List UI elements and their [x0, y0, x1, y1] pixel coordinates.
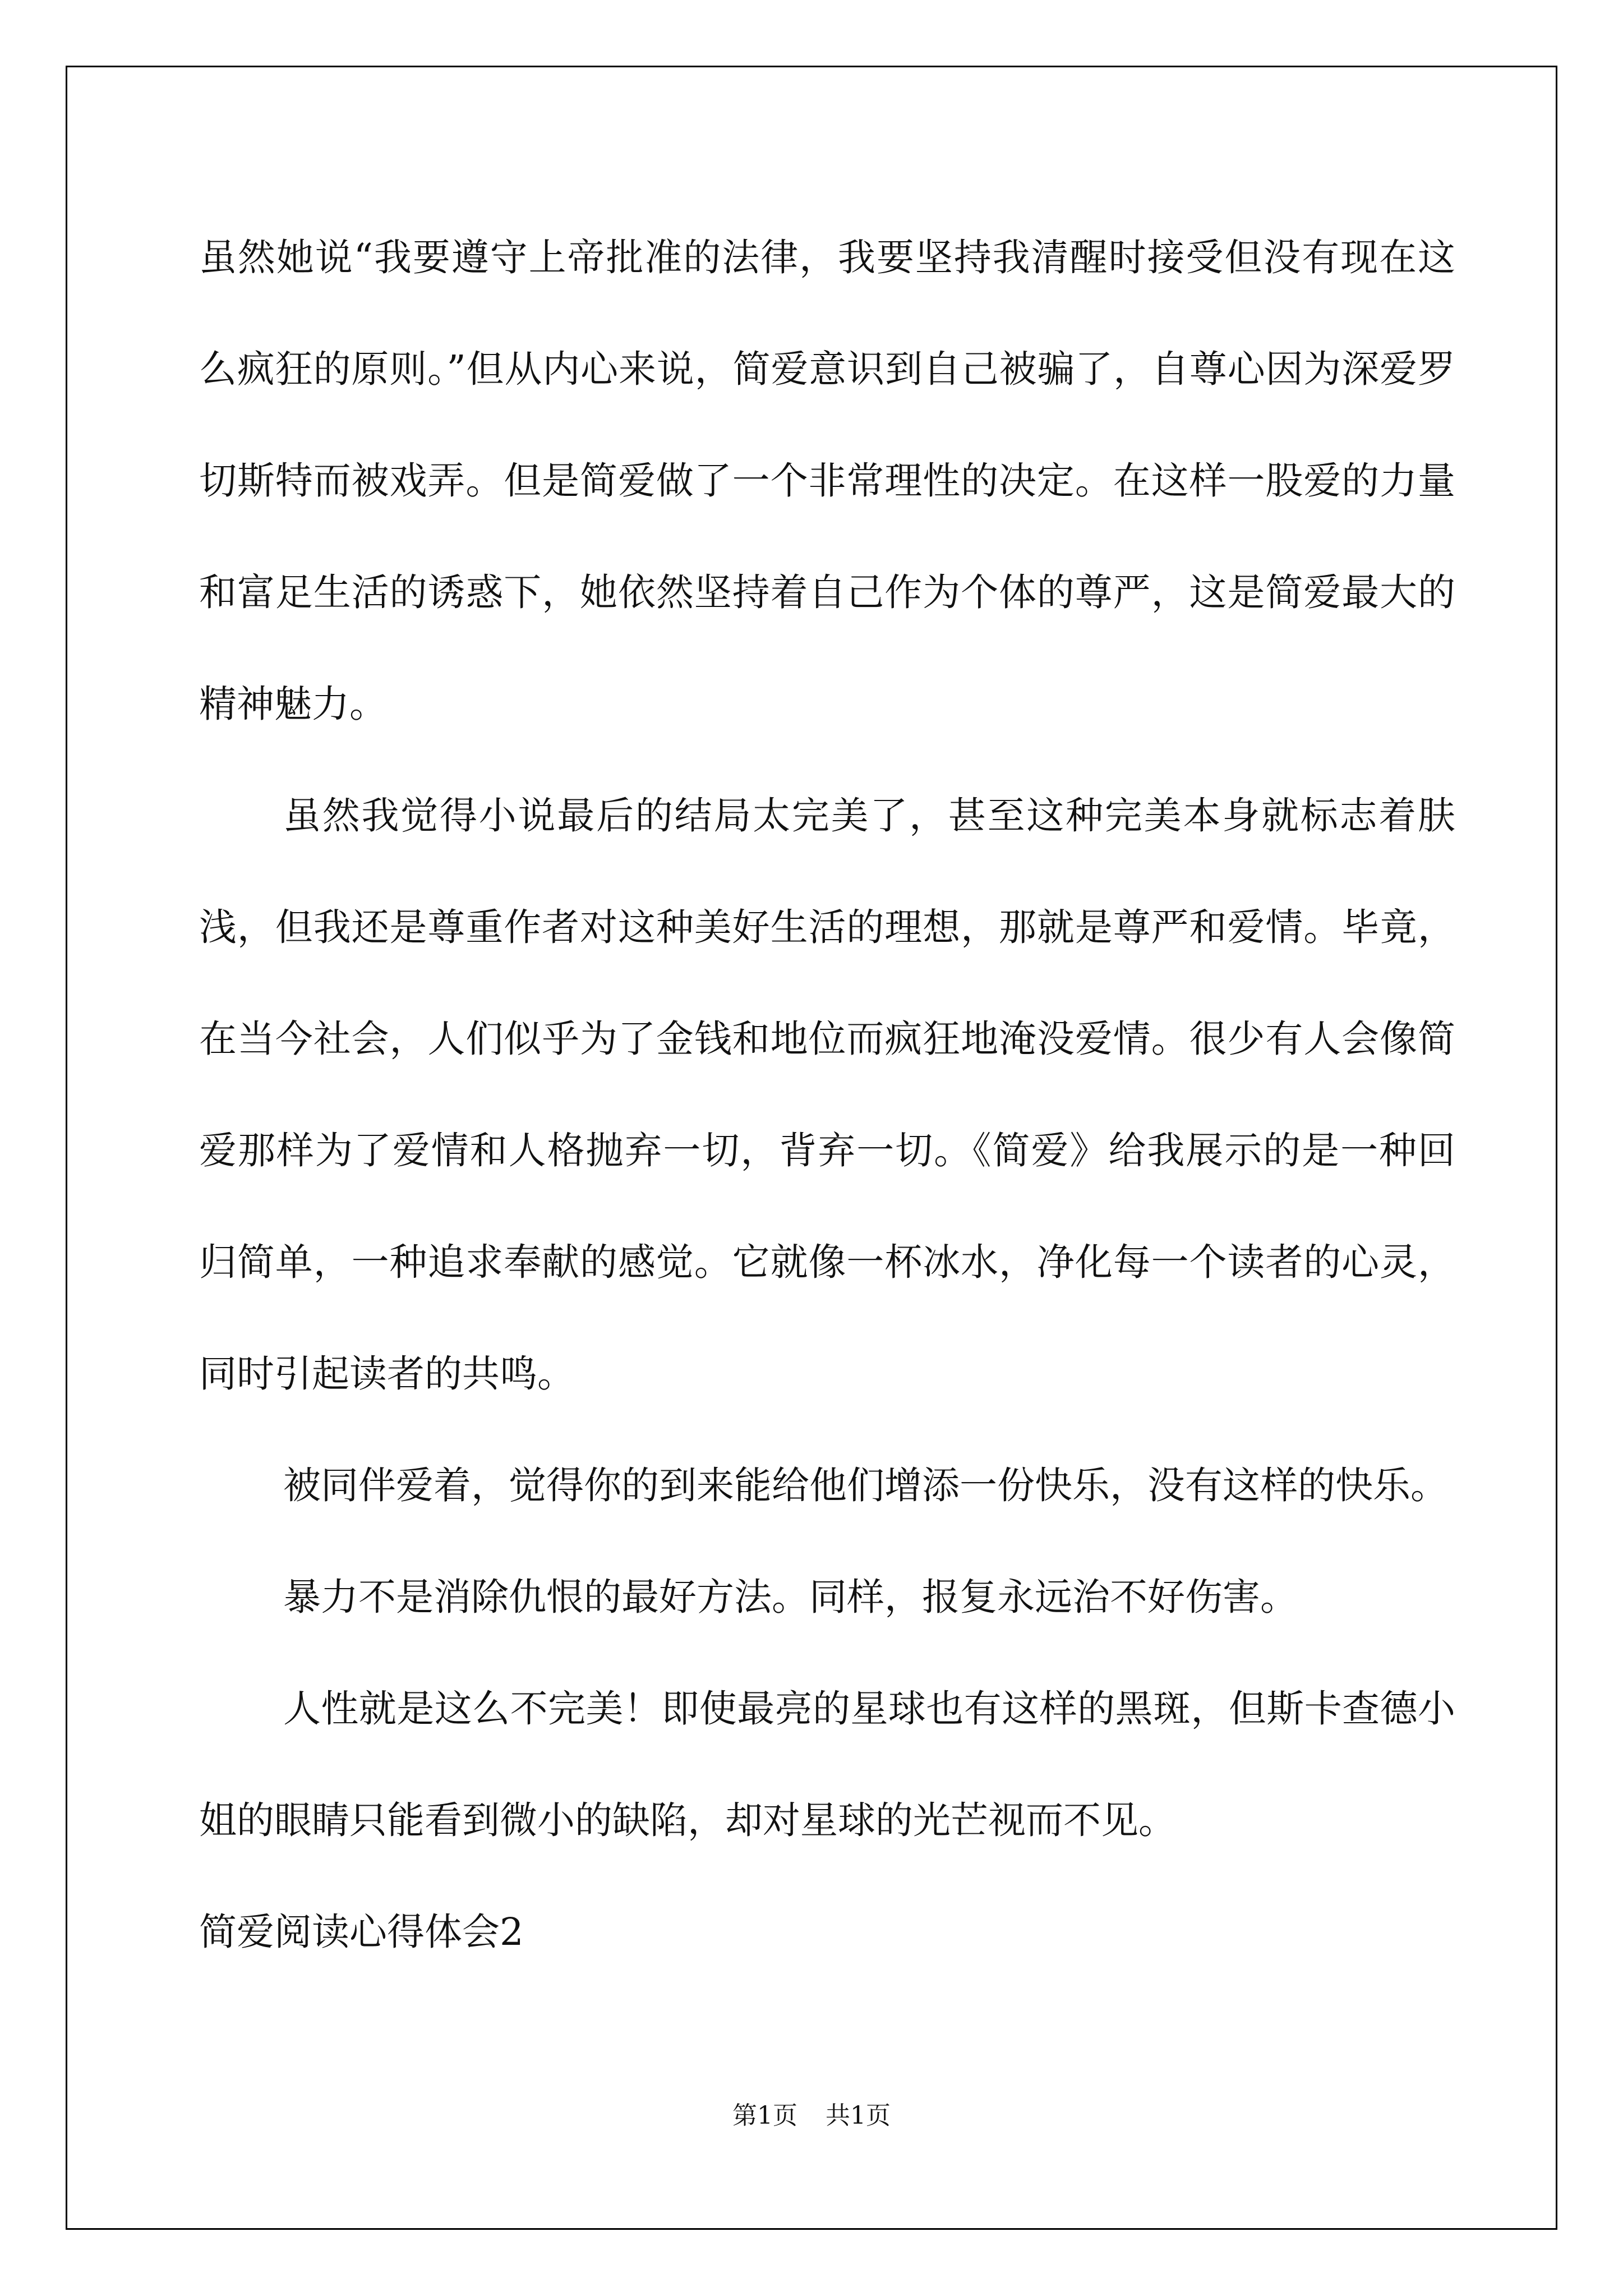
document-body: [199, 202, 1455, 1988]
paragraph-5: 人性就是这么不完美！即使最亮的星球也有这样的黑斑，但斯卡查德小姐的眼睛只能看到微小的缺陷，却对星球的光芒视而不见。: [199, 1687, 1455, 1842]
page-footer: [0, 2095, 1623, 2131]
paragraph-2: 虽然我觉得小说最后的结局太完美了，甚至这种完美本身就标志着肤浅，但我还是尊重作者对这种美好生活的理想，那就是尊严和爱情。毕竟，在当今社会，人们似乎为了金钱和地位而疯狂地淹没爱情。很少有人会像简爱那样为了爱情和人格抛弃一切，背弃一切。《简爱》给我展示的是一种回归简单，一种追求奉献的感觉。它就像一杯冰水，净化每一个读者的心灵，同时引起读者的共鸣。: [199, 794, 1455, 1396]
paragraph-1: 虽然她说“我要遵守上帝批准的法律，我要坚持我清醒时接受但没有现在这么疯狂的原则。”但从内心来说，简爱意识到自己被骗了，自尊心因为深爱罗切斯特而被戏弄。但是简爱做了一个非常理性的决定。在这样一股爱的力量和富足生活的诱惑下，她依然坚持着自己作为个体的尊严，这是简爱最大的精神魅力。: [199, 236, 1455, 726]
page-number: 第1页: [732, 2101, 797, 2130]
page-total: 共1页: [826, 2101, 891, 2130]
paragraph-4: 暴力不是消除仇恨的最好方法。同样，报复永远治不好伤害。: [283, 1575, 1298, 1619]
paragraph-3: 被同伴爱着，觉得你的到来能给他们增添一份快乐，没有这样的快乐。: [283, 1464, 1448, 1507]
section-heading: 简爱阅读心得体会2: [199, 1910, 524, 1954]
